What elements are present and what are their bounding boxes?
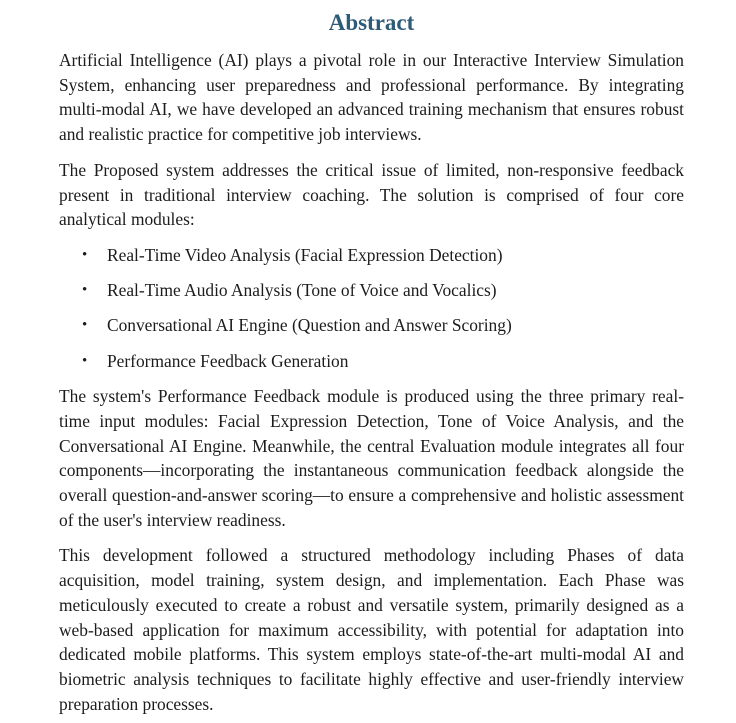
bullet-icon: • <box>82 352 88 369</box>
list-item <box>59 349 684 374</box>
bullet-icon: • <box>82 246 88 263</box>
feedback-paragraph: The system's Performance Feedback module is produced using the three primary real-time input modules: Facial Expression Detection, Tone of Voice Analysis, and the Conversational AI Engine. Meanwhile, the central Evaluation module integrates all four components—incorporating the instantaneous communication feedback alongside the overall question-and-answer scoring—to ensure a comprehensive and holistic assessment of the user's interview readiness. <box>59 386 684 530</box>
module-label: Performance Feedback Generation <box>107 350 349 371</box>
module-list <box>59 243 684 373</box>
list-item <box>59 278 684 303</box>
list-item <box>59 243 684 268</box>
intro-paragraph: Artificial Intelligence (AI) plays a pivotal role in our Interactive Interview Simulation System, enhancing user preparedness and professional performance. By integrating multi-modal AI, we have developed an advanced training mechanism that ensures robust and realistic practice for competitive job interviews. <box>59 50 684 145</box>
bullet-icon: • <box>82 282 88 299</box>
list-item <box>59 313 684 338</box>
problem-paragraph: The Proposed system addresses the critical issue of limited, non-responsive feedback present in traditional interview coaching. The solution is comprised of four core analytical modules: <box>59 159 684 230</box>
module-label: Conversational AI Engine (Question and Answer Scoring) <box>107 315 512 336</box>
methodology-paragraph: This development followed a structured methodology including Phases of data acquisition, model training, system design, and implementation. Each Phase was meticulously executed to create a robust and versatile system, primarily designed as a web-based application for maximum accessibility, with potential for adaptation into dedicated mobile platforms. This system employs state-of-the-art multi-modal AI and biometric analysis techniques to facilitate highly effective and user-friendly interview preparation processes. <box>59 545 684 714</box>
abstract-heading: Abstract <box>328 10 415 35</box>
module-label: Real-Time Video Analysis (Facial Expression Detection) <box>107 244 503 265</box>
abstract-section <box>59 8 684 716</box>
bullet-icon: • <box>82 317 88 334</box>
module-label: Real-Time Audio Analysis (Tone of Voice and Vocalics) <box>107 280 497 301</box>
